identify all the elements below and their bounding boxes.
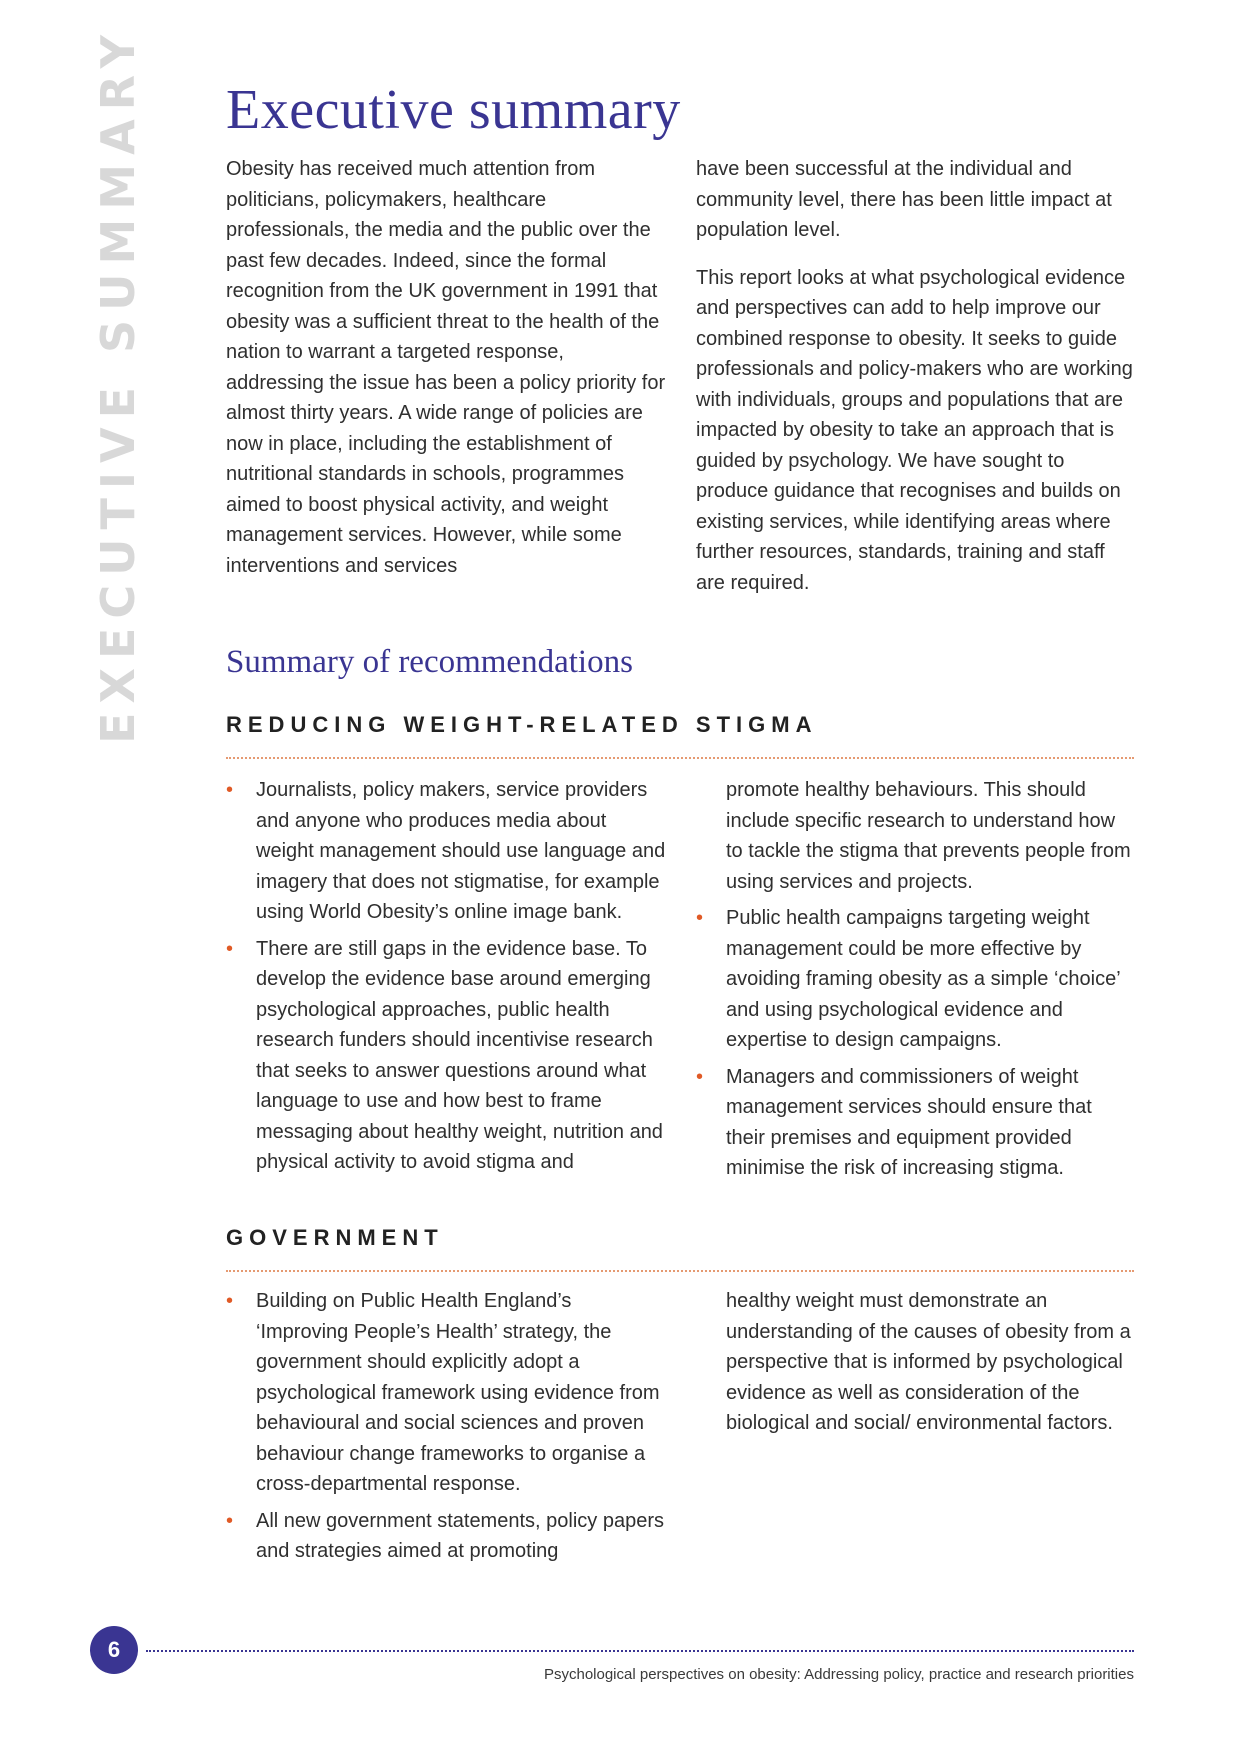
government-divider [226,1270,1134,1272]
stigma-divider [226,757,1134,759]
page-number-badge: 6 [90,1626,138,1674]
list-item-continued: promote healthy behaviours. This should include specific research to understand how to tackle the stigma that prevents people from using services and projects. [726,779,1131,893]
intro-paragraph-1-continued: have been successful at the individual and community level, there has been little impact at population level. [696,158,1112,241]
intro-paragraph-1: Obesity has received much attention from politicians, policymakers, healthcare professionals, the media and the public over the past few decades. Indeed, since the formal recognition from the UK government in 1991 that obesity was a sufficient threat to the health of the nation to warrant a targeted response, addressing the issue has been a policy priority for almost thirty years. A wide range of policies are now in place, including the establishment of nutritional standards in schools, programmes aimed to boost physical activity, and weight management services. However, while some interventions and services [226,158,666,577]
list-item: • Building on Public Health England’s ‘Improving People’s Health’ strategy, the government should explicitly adopt a psychological framework using evidence from behavioural and social sciences and proven behaviour change frameworks to organise a cross-departmental response. [226,1286,666,1500]
list-item: • Managers and commissioners of weight management services should ensure that their premises and equipment provided minimise the risk of increasing stigma. [696,1062,1136,1184]
list-item-continued: healthy weight must demonstrate an understanding of the causes of obesity from a perspective that is informed by psychological evidence as well as consideration of the biological and social/ environmental factors. [726,1290,1131,1434]
recommendations-heading: Summary of recommendations [226,644,633,680]
list-item: • There are still gaps in the evidence base. To develop the evidence base around emerging psychological approaches, public health research funders should incentivise research that seeks to answer questions around what language to use and how best to frame messaging about healthy weight, nutrition and physical activity to avoid stigma and [226,934,666,1178]
stigma-section-heading: REDUCING WEIGHT-RELATED STIGMA [226,712,818,737]
intro-left-column [226,154,666,598]
list-item: • Public health campaigns targeting weight management could be more effective by avoiding framing obesity as a simple ‘choice’ and using psychological evidence and expertise to design campaigns. [696,903,1136,1056]
footer-divider [146,1650,1134,1652]
government-right-column [696,1286,1136,1456]
page-title: Executive summary [226,79,681,141]
stigma-left-column [226,775,666,1184]
stigma-right-column [696,775,1136,1190]
side-section-label [88,26,148,744]
intro-right-column [696,154,1136,615]
footer-document-title: Psychological perspectives on obesity: Addressing policy, practice and research priorities [543,1666,1134,1683]
list-item: • Journalists, policy makers, service providers and anyone who produces media about weight management should use language and imagery that does not stigmatise, for example using World Obesity’s online image bank. [226,775,666,928]
government-section-heading: GOVERNMENT [226,1225,444,1250]
list-item: • All new government statements, policy papers and strategies aimed at promoting [226,1506,666,1567]
intro-paragraph-2: This report looks at what psychological evidence and perspectives can add to help improve our combined response to obesity. It seeks to guide professionals and policy-makers who are working with individuals, groups and populations that are impacted by obesity to take an approach that is guided by psychology. We have sought to produce guidance that recognises and builds on existing services, while identifying areas where further resources, standards, training and staff are required. [696,266,1133,594]
government-left-column [226,1286,666,1573]
side-section-label-text: EXECUTIVE SUMMARY [91,26,145,744]
